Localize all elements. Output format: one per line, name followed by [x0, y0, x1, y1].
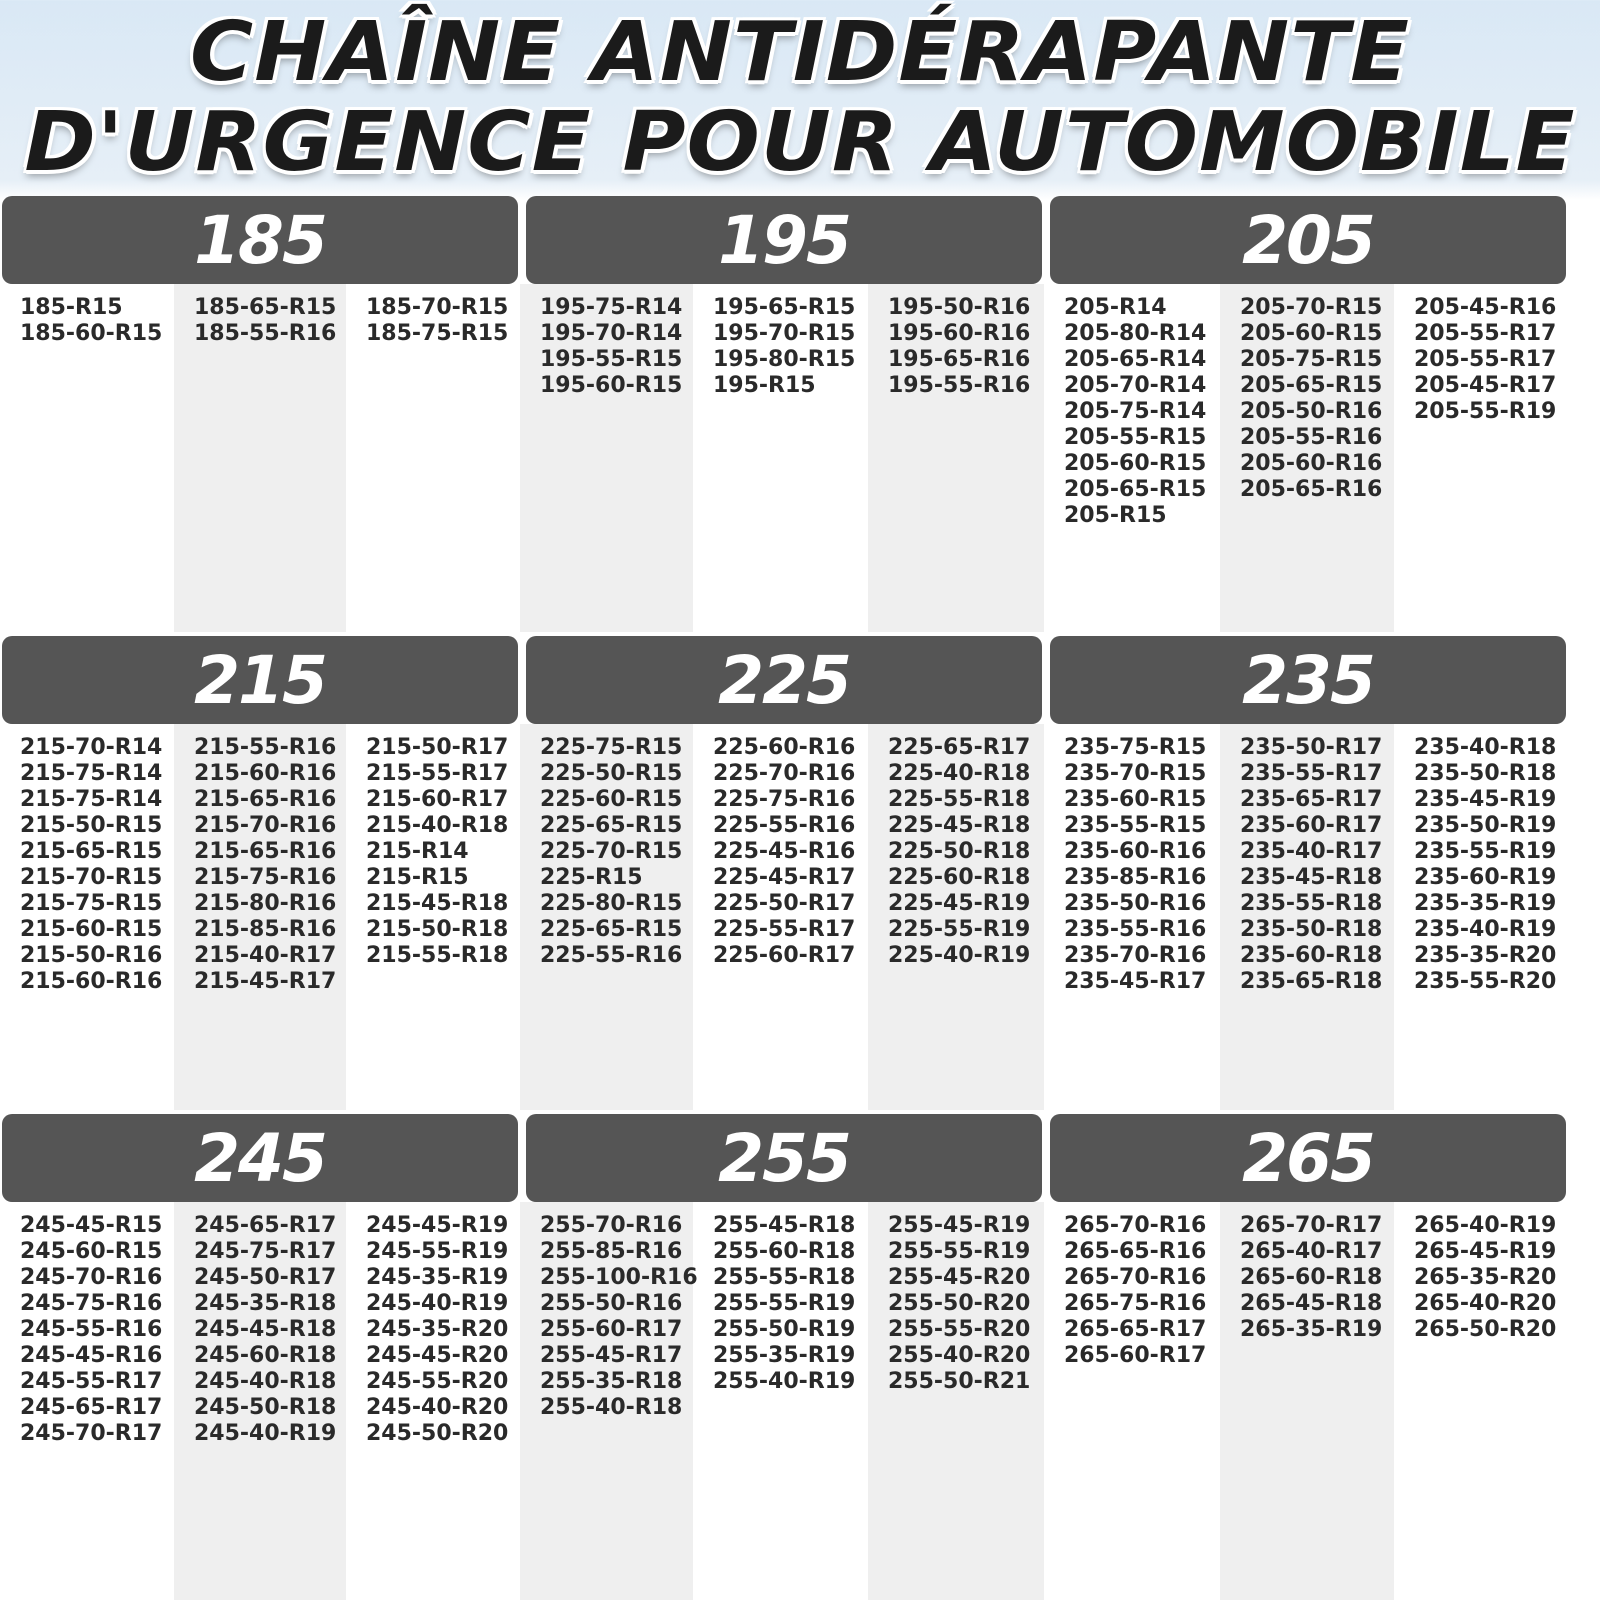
tire-size: 225-60-R18	[888, 865, 1031, 890]
tire-size: 265-45-R19	[1414, 1239, 1557, 1264]
tire-size: 215-55-R16	[194, 735, 337, 760]
tire-size: 215-70-R15	[20, 865, 163, 890]
tire-size: 235-50-R19	[1414, 813, 1557, 838]
tire-size: 205-75-R14	[1064, 399, 1207, 424]
tire-size: 235-55-R17	[1240, 761, 1383, 786]
tire-size: 205-55-R19	[1414, 399, 1557, 424]
tire-size: 205-55-R15	[1064, 425, 1207, 450]
tire-size: 235-40-R17	[1240, 839, 1383, 864]
tire-size: 205-65-R14	[1064, 347, 1207, 372]
tire-size: 235-55-R15	[1064, 813, 1207, 838]
tire-size: 205-60-R16	[1240, 451, 1383, 476]
tire-size: 255-35-R19	[713, 1343, 856, 1368]
tire-size: 235-70-R15	[1064, 761, 1207, 786]
tire-size: 235-50-R17	[1240, 735, 1383, 760]
tire-size: 225-55-R19	[888, 917, 1031, 942]
width-header-label: 205	[1242, 201, 1374, 279]
width-header	[2, 1114, 518, 1202]
tire-size: 225-40-R18	[888, 761, 1031, 786]
tire-size: 245-55-R17	[20, 1369, 163, 1394]
tire-size: 225-R15	[540, 865, 643, 890]
tire-size: 205-55-R16	[1240, 425, 1383, 450]
tire-size: 235-85-R16	[1064, 865, 1207, 890]
tire-size: 245-50-R17	[194, 1265, 337, 1290]
tire-size: 245-45-R19	[366, 1213, 509, 1238]
tire-size: 235-45-R19	[1414, 787, 1557, 812]
tire-size: 255-35-R18	[540, 1369, 683, 1394]
tire-size: 195-65-R15	[713, 295, 856, 320]
tire-size: 205-65-R16	[1240, 477, 1383, 502]
title-line-1: CHAÎNE ANTIDÉRAPANTE	[190, 5, 1410, 100]
tire-size: 245-45-R15	[20, 1213, 163, 1238]
size-column	[540, 1213, 698, 1421]
tire-size: 255-100-R16	[540, 1265, 698, 1290]
size-column	[1414, 295, 1556, 425]
tire-size: 255-45-R17	[540, 1343, 683, 1368]
tire-size: 255-45-R18	[713, 1213, 856, 1238]
tire-size: 215-60-R16	[194, 761, 337, 786]
size-column	[540, 295, 682, 399]
tire-size: 265-60-R17	[1064, 1343, 1207, 1368]
size-column	[194, 1213, 336, 1447]
tire-size: 245-70-R16	[20, 1265, 163, 1290]
tire-size: 265-70-R17	[1240, 1213, 1383, 1238]
tire-size: 225-60-R15	[540, 787, 683, 812]
size-column	[1414, 1213, 1556, 1343]
tire-size: 245-35-R20	[366, 1317, 509, 1342]
tire-size: 215-45-R17	[194, 969, 337, 994]
tire-size: 255-40-R19	[713, 1369, 856, 1394]
size-column	[1064, 735, 1206, 995]
tire-size: 215-40-R17	[194, 943, 337, 968]
tire-size: 225-55-R17	[713, 917, 856, 942]
width-header-label: 265	[1242, 1119, 1374, 1197]
tire-size: 265-75-R16	[1064, 1291, 1207, 1316]
tire-size: 205-45-R16	[1414, 295, 1557, 320]
size-column	[20, 1213, 162, 1447]
tire-size: 235-65-R18	[1240, 969, 1383, 994]
tire-size: 265-40-R20	[1414, 1291, 1557, 1316]
tire-size: 225-40-R19	[888, 943, 1031, 968]
size-column	[540, 735, 682, 969]
tire-size: 215-55-R18	[366, 943, 509, 968]
tire-size: 265-50-R20	[1414, 1317, 1557, 1342]
tire-size: 225-80-R15	[540, 891, 683, 916]
tire-size: 225-55-R18	[888, 787, 1031, 812]
size-column	[366, 295, 508, 347]
tire-size: 195-R15	[713, 373, 816, 398]
tire-size: 195-65-R16	[888, 347, 1031, 372]
width-header-label: 255	[718, 1119, 850, 1197]
tire-size: 215-60-R15	[20, 917, 163, 942]
tire-size: 215-45-R18	[366, 891, 509, 916]
tire-size: 225-50-R18	[888, 839, 1031, 864]
tire-size: 195-60-R15	[540, 373, 683, 398]
tire-size: 215-65-R15	[20, 839, 163, 864]
tire-size: 205-70-R15	[1240, 295, 1383, 320]
width-header	[1050, 196, 1566, 284]
tire-size: 215-85-R16	[194, 917, 337, 942]
tire-size: 195-60-R16	[888, 321, 1031, 346]
tire-size: 245-40-R19	[194, 1421, 337, 1446]
size-column	[1064, 1213, 1206, 1369]
tire-size: 215-70-R16	[194, 813, 337, 838]
tire-size: 225-60-R16	[713, 735, 856, 760]
tire-size: 245-70-R17	[20, 1421, 163, 1446]
tire-size: 195-70-R15	[713, 321, 856, 346]
tire-size: 235-35-R20	[1414, 943, 1557, 968]
tire-size: 255-40-R18	[540, 1395, 683, 1420]
tire-size: 235-60-R19	[1414, 865, 1557, 890]
tire-size: 215-50-R17	[366, 735, 509, 760]
tire-size: 235-50-R18	[1414, 761, 1557, 786]
tire-size: 245-75-R16	[20, 1291, 163, 1316]
tire-size: 215-55-R17	[366, 761, 509, 786]
width-header	[1050, 636, 1566, 724]
tire-size: 225-70-R16	[713, 761, 856, 786]
tire-size: 205-65-R15	[1064, 477, 1207, 502]
tire-size: 255-45-R19	[888, 1213, 1031, 1238]
tire-size: 205-75-R15	[1240, 347, 1383, 372]
tire-size: 215-R14	[366, 839, 469, 864]
tire-size: 215-70-R14	[20, 735, 163, 760]
width-header-label: 225	[718, 641, 850, 719]
size-column	[1240, 735, 1382, 995]
tire-size: 255-50-R21	[888, 1369, 1031, 1394]
tire-size: 245-55-R20	[366, 1369, 509, 1394]
tire-size: 245-55-R16	[20, 1317, 163, 1342]
tire-size: 205-R15	[1064, 503, 1167, 528]
tire-size: 225-60-R17	[713, 943, 856, 968]
tire-size: 235-50-R16	[1064, 891, 1207, 916]
tire-size: 245-35-R18	[194, 1291, 337, 1316]
tire-size: 265-40-R17	[1240, 1239, 1383, 1264]
tire-size: 215-65-R16	[194, 839, 337, 864]
tire-size: 205-50-R16	[1240, 399, 1383, 424]
width-header	[2, 196, 518, 284]
tire-size: 245-35-R19	[366, 1265, 509, 1290]
tire-size: 265-45-R18	[1240, 1291, 1383, 1316]
tire-size: 205-80-R14	[1064, 321, 1207, 346]
size-section	[0, 636, 1600, 1110]
size-column	[194, 735, 336, 995]
tire-size: 265-60-R18	[1240, 1265, 1383, 1290]
tire-size: 215-75-R14	[20, 787, 163, 812]
tire-size: 235-35-R19	[1414, 891, 1557, 916]
tire-size: 215-60-R16	[20, 969, 163, 994]
tire-size: 225-75-R16	[713, 787, 856, 812]
size-section	[0, 196, 1600, 632]
tire-size: 245-65-R17	[20, 1395, 163, 1420]
tire-size: 215-60-R17	[366, 787, 509, 812]
tire-size: 195-80-R15	[713, 347, 856, 372]
size-column	[1240, 295, 1382, 503]
tire-size: 235-40-R19	[1414, 917, 1557, 942]
width-header	[2, 636, 518, 724]
tire-size: 235-50-R18	[1240, 917, 1383, 942]
tire-size: 245-50-R18	[194, 1395, 337, 1420]
tire-size: 255-55-R18	[713, 1265, 856, 1290]
tire-size: 225-45-R19	[888, 891, 1031, 916]
width-header	[1050, 1114, 1566, 1202]
tire-size: 215-50-R18	[366, 917, 509, 942]
size-column	[1240, 1213, 1382, 1343]
tire-size: 205-65-R15	[1240, 373, 1383, 398]
tire-size: 265-40-R19	[1414, 1213, 1557, 1238]
tire-size: 265-70-R16	[1064, 1265, 1207, 1290]
tire-size: 185-65-R15	[194, 295, 337, 320]
size-column	[713, 1213, 855, 1395]
tire-size: 225-45-R16	[713, 839, 856, 864]
width-header	[526, 636, 1042, 724]
tire-size: 195-55-R15	[540, 347, 683, 372]
tire-size: 235-60-R15	[1064, 787, 1207, 812]
tire-size: 265-70-R16	[1064, 1213, 1207, 1238]
tire-size: 205-R14	[1064, 295, 1167, 320]
tire-size: 245-65-R17	[194, 1213, 337, 1238]
tire-size: 235-55-R20	[1414, 969, 1557, 994]
page-title	[0, 5, 1600, 190]
tire-size: 255-50-R16	[540, 1291, 683, 1316]
width-header-label: 235	[1242, 641, 1374, 719]
tire-size: 185-75-R15	[366, 321, 509, 346]
tire-size: 235-45-R18	[1240, 865, 1383, 890]
tire-size: 225-45-R18	[888, 813, 1031, 838]
tire-size: 255-45-R20	[888, 1265, 1031, 1290]
tire-size: 265-65-R16	[1064, 1239, 1207, 1264]
tire-size: 225-65-R15	[540, 917, 683, 942]
tire-size: 235-75-R15	[1064, 735, 1207, 760]
size-column	[1064, 295, 1206, 529]
width-header-label: 215	[194, 641, 326, 719]
tire-size: 225-65-R17	[888, 735, 1031, 760]
size-column	[888, 1213, 1030, 1395]
tire-size: 215-80-R16	[194, 891, 337, 916]
tire-size: 265-65-R17	[1064, 1317, 1207, 1342]
tire-size: 205-60-R15	[1064, 451, 1207, 476]
size-column	[20, 295, 162, 347]
size-column	[888, 735, 1030, 969]
tire-size: 225-55-R16	[540, 943, 683, 968]
tire-size: 205-70-R14	[1064, 373, 1207, 398]
tire-size: 225-65-R15	[540, 813, 683, 838]
tire-size: 255-55-R19	[888, 1239, 1031, 1264]
width-header	[526, 1114, 1042, 1202]
size-column	[713, 295, 855, 399]
tire-size: 235-55-R18	[1240, 891, 1383, 916]
size-column	[366, 1213, 508, 1447]
tire-size: 205-60-R15	[1240, 321, 1383, 346]
tire-size: 205-45-R17	[1414, 373, 1557, 398]
tire-size: 245-50-R20	[366, 1421, 509, 1446]
tire-size: 235-65-R17	[1240, 787, 1383, 812]
size-section	[0, 1114, 1600, 1600]
size-column	[20, 735, 162, 995]
tire-size: 265-35-R19	[1240, 1317, 1383, 1342]
tire-size: 215-75-R15	[20, 891, 163, 916]
tire-size: 255-50-R19	[713, 1317, 856, 1342]
tire-size: 235-70-R16	[1064, 943, 1207, 968]
tire-size: 225-75-R15	[540, 735, 683, 760]
tire-size: 195-50-R16	[888, 295, 1031, 320]
tire-size: 265-35-R20	[1414, 1265, 1557, 1290]
title-line-2: D'URGENCE POUR AUTOMOBILE	[24, 95, 1576, 190]
tire-size: 215-75-R14	[20, 761, 163, 786]
size-column	[713, 735, 855, 969]
tire-size: 255-85-R16	[540, 1239, 683, 1264]
tire-size: 255-55-R19	[713, 1291, 856, 1316]
tire-size: 215-R15	[366, 865, 469, 890]
tire-size: 245-40-R18	[194, 1369, 337, 1394]
tire-size: 205-55-R17	[1414, 321, 1557, 346]
tire-size: 245-55-R19	[366, 1239, 509, 1264]
tire-size: 225-50-R17	[713, 891, 856, 916]
tire-size: 185-70-R15	[366, 295, 509, 320]
tire-size: 245-45-R16	[20, 1343, 163, 1368]
width-header-label: 195	[718, 201, 850, 279]
tire-size: 195-70-R14	[540, 321, 683, 346]
tire-size: 245-40-R19	[366, 1291, 509, 1316]
width-header-label: 245	[194, 1119, 326, 1197]
tire-size: 235-55-R16	[1064, 917, 1207, 942]
width-header	[526, 196, 1042, 284]
tire-size: 215-50-R16	[20, 943, 163, 968]
tire-size: 245-45-R20	[366, 1343, 509, 1368]
tire-size: 215-65-R16	[194, 787, 337, 812]
tire-size: 255-60-R18	[713, 1239, 856, 1264]
tire-size: 245-60-R15	[20, 1239, 163, 1264]
tire-size: 255-55-R20	[888, 1317, 1031, 1342]
tire-size: 235-60-R17	[1240, 813, 1383, 838]
tire-size: 255-50-R20	[888, 1291, 1031, 1316]
tire-size: 215-75-R16	[194, 865, 337, 890]
tire-size: 225-70-R15	[540, 839, 683, 864]
tire-size: 215-40-R18	[366, 813, 509, 838]
tire-size: 235-60-R16	[1064, 839, 1207, 864]
size-column	[194, 295, 336, 347]
width-header-label: 185	[194, 201, 326, 279]
tire-size: 245-45-R18	[194, 1317, 337, 1342]
tire-size: 255-40-R20	[888, 1343, 1031, 1368]
tire-size: 235-55-R19	[1414, 839, 1557, 864]
size-column	[1414, 735, 1556, 995]
tire-size: 255-60-R17	[540, 1317, 683, 1342]
tire-size: 225-45-R17	[713, 865, 856, 890]
tire-size: 215-50-R15	[20, 813, 163, 838]
tire-size: 185-60-R15	[20, 321, 163, 346]
tire-size: 235-60-R18	[1240, 943, 1383, 968]
tire-size: 225-50-R15	[540, 761, 683, 786]
tire-size: 185-R15	[20, 295, 123, 320]
tire-size: 255-70-R16	[540, 1213, 683, 1238]
tire-size: 195-75-R14	[540, 295, 683, 320]
tire-size: 185-55-R16	[194, 321, 337, 346]
tire-size: 225-55-R16	[713, 813, 856, 838]
tire-size: 235-45-R17	[1064, 969, 1207, 994]
tire-size: 205-55-R17	[1414, 347, 1557, 372]
tire-size: 245-60-R18	[194, 1343, 337, 1368]
size-column	[888, 295, 1030, 399]
tire-size: 235-40-R18	[1414, 735, 1557, 760]
size-column	[366, 735, 508, 969]
tire-size: 195-55-R16	[888, 373, 1031, 398]
tire-size: 245-75-R17	[194, 1239, 337, 1264]
tire-size: 245-40-R20	[366, 1395, 509, 1420]
